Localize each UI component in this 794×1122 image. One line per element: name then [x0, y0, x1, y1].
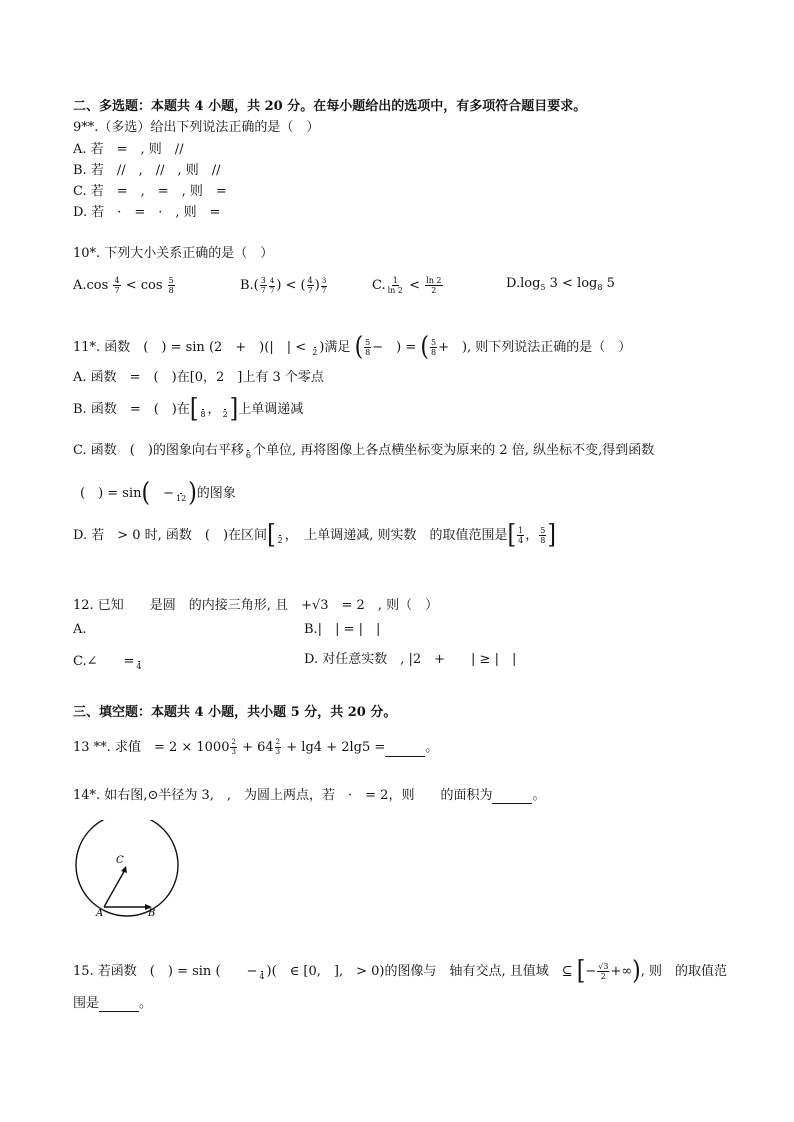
q14: 14*. 如右图,⊙半径为 3, , 为圆上两点，若 · = 2，则 的面积为 。: [73, 788, 546, 803]
answer-blank[interactable]: [99, 999, 139, 1012]
q11-option-a: A. 函数 = ( )在[0，2 ]上有 3 个零点: [73, 370, 324, 385]
answer-blank[interactable]: [492, 791, 532, 804]
q12-option-d: D. 对任意实数 , |2 + | ≥ | |: [304, 652, 517, 667]
circle-symbol-icon: ⊙: [147, 788, 159, 803]
figure-label-c: C: [116, 855, 124, 866]
figure-label-b: B: [148, 908, 156, 919]
q9-option-b: B. 若 // , // , 则 //: [73, 163, 221, 178]
q12-stem: 12. 已知 是圆 的内接三角形, 且 +√3 = 2 , 则（ ）: [73, 598, 439, 613]
q11-option-b: B. 函数 = ( )在[ 8 ， 2 ]上单调递减: [73, 394, 304, 425]
answer-blank[interactable]: [385, 744, 425, 757]
fraction: $\frac{4}{7}$: [114, 276, 120, 295]
fraction: $\frac{5}{8}$: [168, 276, 174, 295]
q12-option-c: C.∠ = 4: [73, 654, 142, 671]
q15-line2: 围是 。: [73, 996, 153, 1011]
q11-option-c-line1: C. 函数 ( )的图象向右平移 6 个单位, 再将图像上各点横坐标变为原来的 2 倍, 纵坐标不变,得到函数: [73, 443, 655, 460]
q9-option-d: D. 若 · = · , 则 =: [73, 205, 221, 220]
q10-option-a: A.cos $\frac{4}{7}$ < cos $\frac{5}{8}$: [73, 276, 174, 295]
q13: 13 **. 求值 = 2 × 1000 $\frac{2}{3}$ + 64 $\frac{2}{3}$ + lg4 + 2lg5 = 。: [73, 738, 439, 756]
q12-option-b: B.| | = | |: [304, 622, 381, 637]
q10-option-d: $D.\log_5$ $3 < \log_8 5$: [506, 276, 615, 292]
q15-line1: 15. 若函数 ( ) = sin ( − 4 )( ∈ [0, ], > 0)的图像与 轴有交点, 且值域 ⊆ [− $\frac{√3}{2}$ +∞), 则 的取值范: [73, 956, 728, 987]
q10-option-b: B.( $\frac{3}{7}$ $\frac{4}{7}$ ) < ( $\frac{4}{7}$ ) $\frac{3}{7}$: [240, 276, 327, 295]
q9-option-c: C. 若 = , = , 则 =: [73, 184, 227, 199]
q9-option-a: A. 若 = , 则 //: [73, 142, 184, 157]
q11-stem: 11*. 函数 ( ) = sin (2 + )(| | < 2 )满足 ( $\frac{5}{8}$ − ) = ( $\frac{5}{8}$ + ), 则下列说法正确的是（ ）: [73, 332, 632, 363]
q11-option-c-line2: ( ) = sin( − 12 )的图象: [80, 478, 236, 509]
q10-stem: 10*. 下列大小关系正确的是（ ）: [73, 246, 274, 261]
q10-option-c: C. $\frac{1}{\ln 2}$ < $\frac{\ln 2}{2}$: [372, 276, 442, 295]
q14-circle-figure: [72, 820, 184, 924]
figure-label-a: A: [96, 908, 104, 919]
q9-stem: 9**.（多选）给出下列说法正确的是（ ）: [73, 120, 320, 135]
q11-option-d: D. 若 > 0 时, 函数 ( )在区间[ 2 ， 上单调递减, 则实数 的取值范围是[ $\frac{1}{4}$ ， $\frac{5}{8}$ ]: [73, 520, 556, 551]
q12-option-a: A.: [73, 622, 87, 637]
section-2-title: 二、多选题：本题共 4 小题，共 20 分。在每小题给出的选项中，有多项符合题目要求。: [73, 99, 587, 114]
section-3-title: 三、填空题：本题共 4 小题，共小题 5 分，共 20 分。: [73, 705, 397, 720]
